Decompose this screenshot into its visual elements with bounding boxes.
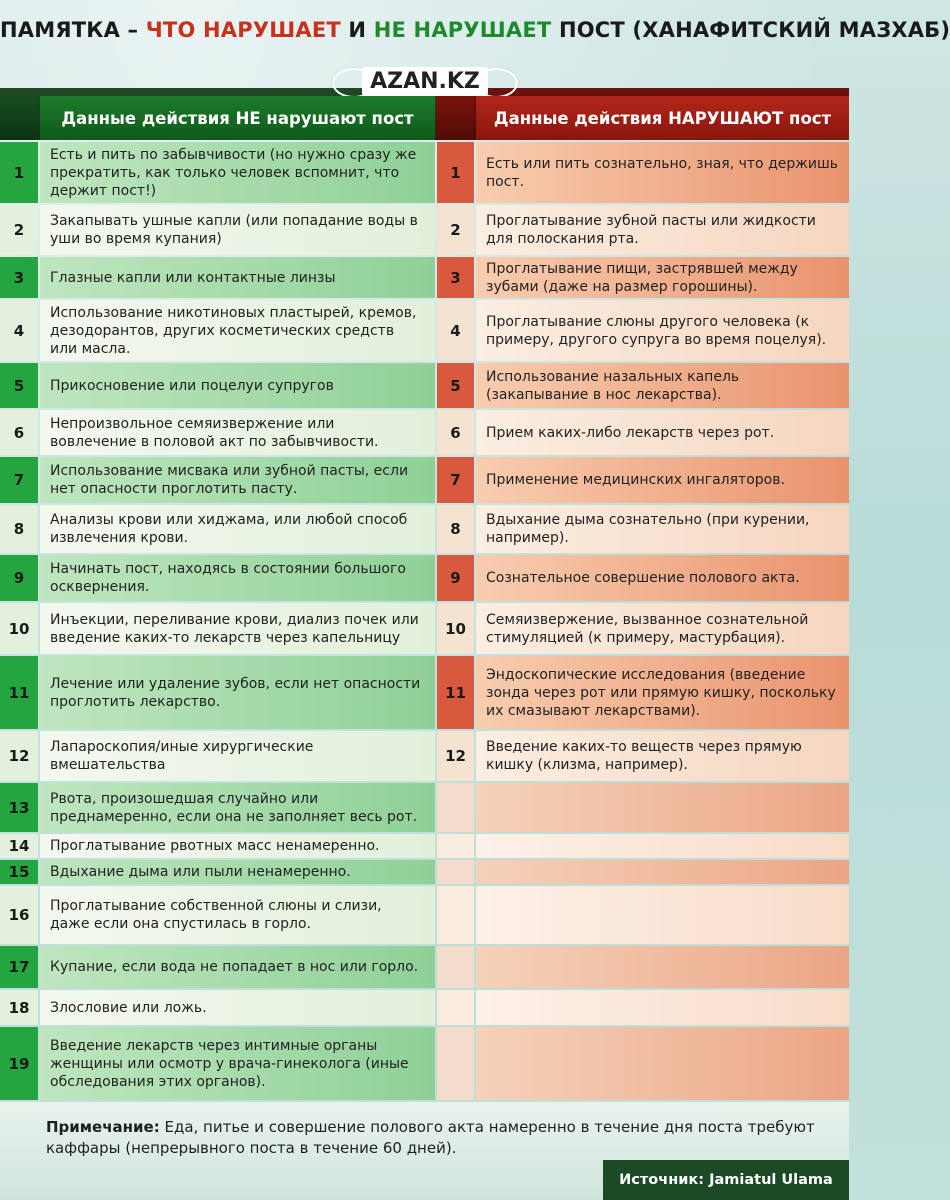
left-item-text: Рвота, произошедшая случайно или преднамеренно, если она не заполняет весь рот. [40,783,435,832]
right-empty-cell [476,860,849,884]
table-row [0,731,849,781]
right-empty-number [437,1027,474,1100]
table-row [0,886,849,944]
right-item-number: 6 [437,410,474,455]
right-item-text: Есть или пить сознательно, зная, что держишь пост. [476,142,849,203]
right-item-number: 3 [437,257,474,298]
left-item-text: Начинать пост, находясь в состоянии большого осквернения. [40,555,435,601]
right-item-text: Проглатывание слюны другого человека (к примеру, другого супруга во время поцелуя). [476,300,849,361]
left-item-text: Введение лекарств через интимные органы женщины или осмотр у врача-гинеколога (иные обследования этих органов). [40,1027,435,1100]
left-item-number: 5 [0,363,38,408]
left-item-text: Непроизвольное семяизвержение или вовлечение в половой акт по забывчивости. [40,410,435,455]
table-row [0,363,849,408]
left-item-text: Прикосновение или поцелуи супругов [40,363,435,408]
left-item-text: Вдыхание дыма или пыли ненамеренно. [40,860,435,884]
title-part-end: ПОСТ (ХАНАФИТСКИЙ МАЗХАБ) [551,18,950,42]
left-item-text: Инъекции, переливание крови, диализ почек или введение каких-то лекарств через капельницу [40,603,435,654]
note [46,1117,816,1159]
title-part-and: И [340,18,374,42]
left-item-text: Проглатывание собственной слюны и слизи, даже если она спустилась в горло. [40,886,435,944]
right-item-text: Использование назальных капель (закапывание в нос лекарства). [476,363,849,408]
right-empty-cell [476,783,849,832]
right-empty-number [437,783,474,832]
right-item-number: 9 [437,555,474,601]
right-item-number: 4 [437,300,474,361]
table-row [0,457,849,503]
left-item-number: 8 [0,505,38,553]
table-row [0,783,849,832]
left-item-number: 6 [0,410,38,455]
left-item-number: 13 [0,783,38,832]
table-row [0,410,849,455]
brand-name: AZAN.KZ [362,67,488,96]
right-item-text: Семяизвержение, вызванное сознательной стимуляцией (к примеру, мастурбация). [476,603,849,654]
left-item-number: 4 [0,300,38,361]
right-item-text: Применение медицинских ингаляторов. [476,457,849,503]
left-item-number: 17 [0,946,38,988]
left-item-number: 19 [0,1027,38,1100]
right-item-text: Эндоскопические исследования (введение зонда через рот или прямую кишку, поскольку их смазывают лекарствами). [476,656,849,729]
left-item-number: 16 [0,886,38,944]
left-item-number: 1 [0,142,38,203]
table-row [0,505,849,553]
right-item-text: Проглатывание зубной пасты или жидкости для полоскания рта. [476,205,849,255]
left-item-text: Использование мисвака или зубной пасты, если нет опасности проглотить пасту. [40,457,435,503]
note-text: Еда, питье и совершение полового акта намеренно в течение дня поста требуют каффары (непрерывного поста в течение 60 дней). [46,1118,815,1157]
table-row [0,860,849,884]
right-column-header: Данные действия НАРУШАЮТ пост [476,96,849,140]
right-item-text: Вдыхание дыма сознательно (при курении, например). [476,505,849,553]
right-empty-cell [476,946,849,988]
right-empty-number [437,990,474,1025]
right-item-number: 7 [437,457,474,503]
left-item-number: 2 [0,205,38,255]
left-item-text: Лечение или удаление зубов, если нет опасности проглотить лекарство. [40,656,435,729]
note-label: Примечание: [46,1118,160,1136]
table-row [0,300,849,361]
right-empty-number [437,834,474,858]
left-item-number: 9 [0,555,38,601]
left-item-text: Проглатывание рвотных масс ненамеренно. [40,834,435,858]
left-item-number: 7 [0,457,38,503]
right-item-number: 5 [437,363,474,408]
left-item-number: 14 [0,834,38,858]
title-part-not-violates: НЕ НАРУШАЕТ [373,18,552,42]
left-item-text: Есть и пить по забывчивости (но нужно сразу же прекратить, как только человек вспомнит, что держит пост!) [40,142,435,203]
right-item-number: 1 [437,142,474,203]
page-title [0,18,950,42]
right-empty-cell [476,990,849,1025]
left-item-number: 10 [0,603,38,654]
title-part-1: ПАМЯТКА – [0,18,146,42]
table-row [0,603,849,654]
title-part-violates: ЧТО НАРУШАЕТ [145,18,341,42]
table-row [0,656,849,729]
right-item-number: 11 [437,656,474,729]
right-item-number: 8 [437,505,474,553]
right-item-text: Проглатывание пищи, застрявшей между зубами (даже на размер горошины). [476,257,849,298]
right-item-text: Введение каких-то веществ через прямую кишку (клизма, например). [476,731,849,781]
left-item-text: Глазные капли или контактные линзы [40,257,435,298]
right-item-text: Сознательное совершение полового акта. [476,555,849,601]
left-item-text: Лапароскопия/иные хирургические вмешательства [40,731,435,781]
source-badge: Источник: Jamiatul Ulama [603,1160,849,1200]
right-empty-number [437,860,474,884]
table-row [0,205,849,255]
left-item-number: 3 [0,257,38,298]
left-item-text: Купание, если вода не попадает в нос или горло. [40,946,435,988]
right-item-number: 12 [437,731,474,781]
left-item-number: 18 [0,990,38,1025]
right-empty-cell [476,834,849,858]
left-item-number: 12 [0,731,38,781]
left-item-text: Злословие или ложь. [40,990,435,1025]
left-header-num-cell [0,96,38,140]
table-row [0,990,849,1025]
table-row [0,1027,849,1100]
right-item-number: 2 [437,205,474,255]
left-item-number: 11 [0,656,38,729]
left-item-text: Закапывать ушные капли (или попадание воды в уши во время купания) [40,205,435,255]
left-item-text: Использование никотиновых пластырей, кремов, дезодорантов, других косметических средств или масла. [40,300,435,361]
right-empty-cell [476,1027,849,1100]
right-item-number: 10 [437,603,474,654]
left-item-number: 15 [0,860,38,884]
table-row [0,834,849,858]
right-item-text: Прием каких-либо лекарств через рот. [476,410,849,455]
table-row [0,142,849,203]
table-row [0,257,849,298]
table-row [0,555,849,601]
right-empty-number [437,946,474,988]
right-empty-cell [476,886,849,944]
table-row [0,946,849,988]
left-item-text: Анализы крови или хиджама, или любой способ извлечения крови. [40,505,435,553]
brand-logo [332,62,518,100]
left-column-header: Данные действия НЕ нарушают пост [40,96,435,140]
right-header-num-cell [436,96,474,140]
right-empty-number [437,886,474,944]
